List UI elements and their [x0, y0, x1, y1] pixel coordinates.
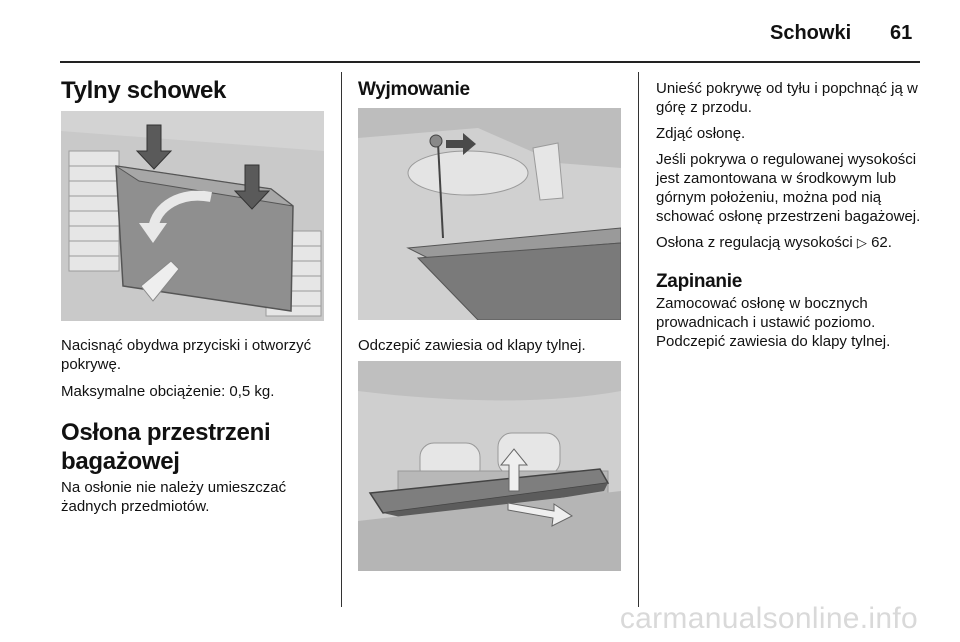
section-heading-load-cover: Osłona przestrzeni bagażowej — [61, 419, 271, 475]
reference-page[interactable]: 62. — [871, 234, 892, 251]
column-divider-1 — [341, 72, 342, 607]
figure-detach-straps — [358, 108, 621, 320]
subheading-fastening: Zapinanie — [656, 271, 742, 292]
page-reference-arrow-icon: ▷ — [856, 235, 867, 250]
column-2 — [358, 79, 628, 101]
figure-lift-cover — [358, 361, 621, 571]
header-divider — [60, 61, 920, 63]
instruction-fasten-cover: Zamocować osłonę w bocznych prowadnicach i ustawić poziomo. Podczepić zawiesia do klapy tylnej. — [656, 295, 891, 350]
subheading-removal: Wyjmowanie — [358, 79, 470, 100]
max-load-text: Maksymalne obciążenie: 0,5 kg. — [61, 383, 275, 400]
column-3 — [656, 79, 926, 351]
figure-rear-storage-cover — [61, 111, 324, 321]
instruction-remove-cover: Zdjąć osłonę. — [656, 125, 746, 142]
section-heading-rear-storage: Tylny schowek — [61, 77, 227, 104]
instruction-detach-straps: Odczepić zawiesia od klapy tylnej. — [358, 337, 586, 354]
column-1 — [61, 76, 331, 105]
watermark: carmanualsonline.info — [619, 602, 918, 635]
instruction-press-buttons: Nacisnąć obydwa przyciski i otworzyć pokrywę. — [61, 337, 312, 373]
column-divider-2 — [638, 72, 639, 607]
page-header — [0, 12, 960, 62]
adjustable-floor-note: Jeśli pokrywa o regulowanej wysokości jest zamontowana w środkowym lub górnym położeniu, można pod nią schować osłonę przestrzeni bagażowej. — [656, 151, 921, 225]
column-1-text — [61, 336, 331, 516]
instruction-lift-cover: Unieść pokrywę od tyłu i popchnąć ją w górę z przodu. — [656, 80, 918, 116]
chapter-title: Schowki — [770, 22, 852, 44]
load-cover-warning: Na osłonie nie należy umieszczać żadnych przedmiotów. — [61, 479, 287, 515]
column-2-caption — [358, 336, 628, 355]
page-number: 61 — [890, 22, 913, 44]
height-adjustable-reference — [656, 233, 926, 252]
reference-text: Osłona z regulacją wysokości — [656, 234, 857, 251]
